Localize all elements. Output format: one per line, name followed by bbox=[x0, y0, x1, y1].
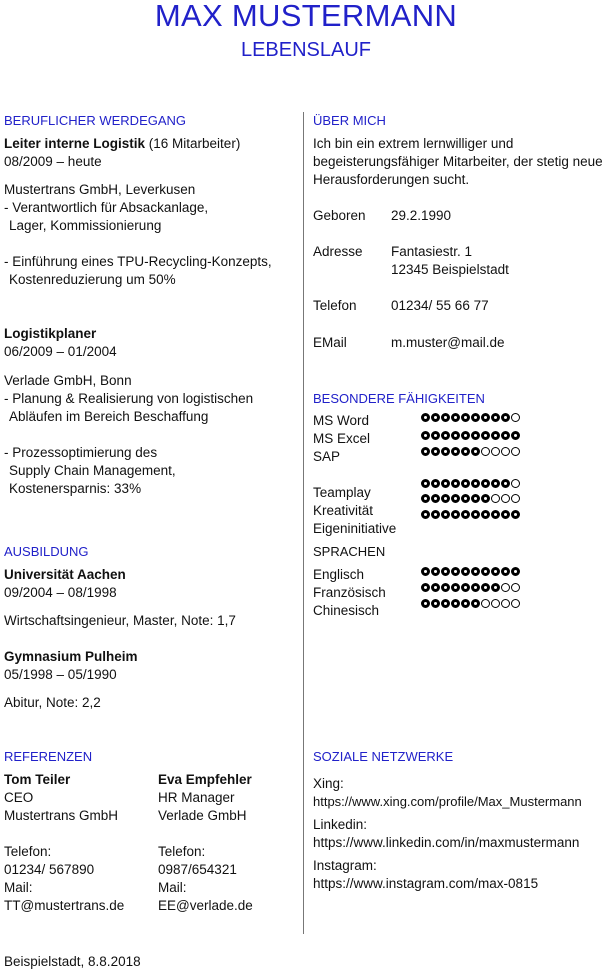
language-name: Chinesisch bbox=[313, 603, 380, 618]
language-name: Französisch bbox=[313, 585, 386, 600]
skills-section-title: BESONDERE FÄHIGKEITEN bbox=[313, 391, 485, 406]
school1-period: 09/2004 – 08/1998 bbox=[4, 585, 117, 600]
rating-dot-filled bbox=[491, 510, 500, 519]
rating-dot-filled bbox=[461, 447, 470, 456]
rating-dot-filled bbox=[481, 479, 490, 488]
rating-dot-filled bbox=[431, 567, 440, 576]
job2-duty-line: - Planung & Realisierung von logistischen bbox=[4, 391, 254, 406]
rating-dot-filled bbox=[501, 479, 510, 488]
rating-dot-filled bbox=[431, 510, 440, 519]
rating-dot-filled bbox=[471, 431, 480, 440]
job1-role-suffix: (16 Mitarbeiter) bbox=[145, 136, 241, 151]
rating-dot-filled bbox=[431, 599, 440, 608]
job1-duty-line: - Verantwortlich für Absackanlage, bbox=[4, 200, 209, 215]
rating-dot-filled bbox=[451, 599, 460, 608]
rating-dot-empty bbox=[491, 494, 500, 503]
rating-dot-filled bbox=[421, 599, 430, 608]
phone-label: Telefon bbox=[313, 298, 357, 313]
email-value: m.muster@mail.de bbox=[391, 335, 505, 350]
ref2-name: Eva Empfehler bbox=[158, 772, 252, 787]
rating-dot-filled bbox=[471, 510, 480, 519]
rating-dot-empty bbox=[511, 447, 520, 456]
rating-dot-filled bbox=[471, 413, 480, 422]
rating-dot-filled bbox=[451, 494, 460, 503]
skill-rating bbox=[421, 431, 520, 440]
instagram-label: Instagram: bbox=[313, 858, 377, 873]
phone-value: 01234/ 55 66 77 bbox=[391, 298, 489, 313]
references-section-title: REFERENZEN bbox=[4, 749, 93, 764]
about-section-title: ÜBER MICH bbox=[313, 113, 386, 128]
rating-dot-empty bbox=[501, 447, 510, 456]
rating-dot-filled bbox=[481, 431, 490, 440]
rating-dot-filled bbox=[441, 567, 450, 576]
job1-period: 08/2009 – heute bbox=[4, 154, 102, 169]
address-line2: 12345 Beispielstadt bbox=[391, 262, 509, 277]
rating-dot-empty bbox=[501, 599, 510, 608]
rating-dot-filled bbox=[431, 447, 440, 456]
rating-dot-filled bbox=[441, 510, 450, 519]
rating-dot-filled bbox=[471, 567, 480, 576]
rating-dot-filled bbox=[471, 447, 480, 456]
xing-link[interactable]: https://www.xing.com/profile/Max_Mustermann bbox=[313, 794, 582, 809]
school1-name: Universität Aachen bbox=[4, 567, 126, 582]
linkedin-label: Linkedin: bbox=[313, 817, 368, 832]
rating-dot-filled bbox=[441, 599, 450, 608]
rating-dot-filled bbox=[451, 447, 460, 456]
about-text-line: Ich bin ein extrem lernwilliger und bbox=[313, 136, 514, 151]
skill-name: SAP bbox=[313, 449, 341, 464]
rating-dot-filled bbox=[511, 567, 520, 576]
skill-name: Eigeninitiative bbox=[313, 521, 397, 536]
ref2-role: HR Manager bbox=[158, 790, 235, 805]
column-divider bbox=[303, 112, 304, 934]
ref1-company: Mustertrans GmbH bbox=[4, 808, 119, 823]
rating-dot-filled bbox=[421, 479, 430, 488]
skill-rating bbox=[421, 479, 520, 488]
rating-dot-empty bbox=[491, 447, 500, 456]
rating-dot-filled bbox=[451, 431, 460, 440]
rating-dot-filled bbox=[421, 510, 430, 519]
rating-dot-filled bbox=[491, 431, 500, 440]
rating-dot-filled bbox=[481, 567, 490, 576]
skill-rating bbox=[421, 494, 520, 503]
rating-dot-filled bbox=[461, 479, 470, 488]
rating-dot-filled bbox=[481, 510, 490, 519]
rating-dot-filled bbox=[461, 583, 470, 592]
rating-dot-filled bbox=[441, 494, 450, 503]
born-label: Geboren bbox=[313, 208, 366, 223]
ref1-role: CEO bbox=[4, 790, 34, 805]
school1-detail: Wirtschaftsingenieur, Master, Note: 1,7 bbox=[4, 613, 236, 628]
rating-dot-filled bbox=[431, 479, 440, 488]
rating-dot-filled bbox=[511, 431, 520, 440]
rating-dot-filled bbox=[471, 479, 480, 488]
education-section-title: AUSBILDUNG bbox=[4, 544, 89, 559]
xing-label: Xing: bbox=[313, 776, 344, 791]
ref1-mail-label: Mail: bbox=[4, 880, 33, 895]
skill-name: MS Excel bbox=[313, 431, 371, 446]
ref2-phone-label: Telefon: bbox=[158, 844, 206, 859]
rating-dot-filled bbox=[451, 583, 460, 592]
career-section-title: BERUFLICHER WERDEGANG bbox=[4, 113, 187, 128]
language-name: Englisch bbox=[313, 567, 365, 582]
rating-dot-filled bbox=[491, 413, 500, 422]
rating-dot-filled bbox=[451, 567, 460, 576]
rating-dot-filled bbox=[491, 479, 500, 488]
rating-dot-filled bbox=[481, 494, 490, 503]
rating-dot-filled bbox=[421, 567, 430, 576]
rating-dot-filled bbox=[451, 510, 460, 519]
rating-dot-filled bbox=[421, 431, 430, 440]
job2-duty-line: Kostenersparnis: 33% bbox=[9, 481, 142, 496]
page-subtitle: LEBENSLAUF bbox=[240, 39, 372, 61]
ref2-mail: EE@verlade.de bbox=[158, 898, 253, 913]
instagram-link[interactable]: https://www.instagram.com/max-0815 bbox=[313, 876, 539, 891]
linkedin-link[interactable]: https://www.linkedin.com/in/maxmustermann bbox=[313, 835, 580, 850]
job1-duty-line: - Einführung eines TPU-Recycling-Konzepts, bbox=[4, 254, 272, 269]
about-text-line: begeisterungsfähiger Mitarbeiter, der stetig neue bbox=[313, 154, 603, 169]
job2-period: 06/2009 – 01/2004 bbox=[4, 344, 117, 359]
rating-dot-filled bbox=[461, 599, 470, 608]
job1-company: Mustertrans GmbH, Leverkusen bbox=[4, 182, 196, 197]
skill-rating bbox=[421, 447, 520, 456]
language-rating bbox=[421, 567, 520, 576]
rating-dot-empty bbox=[491, 599, 500, 608]
ref1-mail: TT@mustertrans.de bbox=[4, 898, 125, 913]
job1-duty-line: Kostenreduzierung um 50% bbox=[9, 272, 176, 287]
languages-title: SPRACHEN bbox=[313, 544, 386, 559]
rating-dot-filled bbox=[481, 583, 490, 592]
rating-dot-filled bbox=[421, 447, 430, 456]
rating-dot-filled bbox=[441, 583, 450, 592]
ref2-phone: 0987/654321 bbox=[158, 862, 237, 877]
rating-dot-empty bbox=[511, 413, 520, 422]
rating-dot-empty bbox=[501, 583, 510, 592]
rating-dot-filled bbox=[441, 431, 450, 440]
job2-duty-line: Abläufen im Bereich Beschaffung bbox=[9, 409, 209, 424]
place-date: Beispielstadt, 8.8.2018 bbox=[4, 954, 141, 969]
rating-dot-filled bbox=[461, 510, 470, 519]
rating-dot-filled bbox=[431, 583, 440, 592]
rating-dot-filled bbox=[431, 494, 440, 503]
job1-role-line bbox=[4, 135, 240, 153]
rating-dot-filled bbox=[461, 431, 470, 440]
language-rating bbox=[421, 599, 520, 608]
social-section-title: SOZIALE NETZWERKE bbox=[313, 749, 454, 764]
school2-period: 05/1998 – 05/1990 bbox=[4, 667, 117, 682]
rating-dot-filled bbox=[431, 413, 440, 422]
job1-role: Leiter interne Logistik bbox=[4, 136, 146, 151]
rating-dot-empty bbox=[511, 583, 520, 592]
skill-rating bbox=[421, 413, 520, 422]
rating-dot-filled bbox=[421, 583, 430, 592]
rating-dot-filled bbox=[441, 413, 450, 422]
school2-detail: Abitur, Note: 2,2 bbox=[4, 695, 101, 710]
rating-dot-filled bbox=[471, 494, 480, 503]
ref1-phone: 01234/ 567890 bbox=[4, 862, 95, 877]
rating-dot-empty bbox=[481, 599, 490, 608]
rating-dot-filled bbox=[451, 479, 460, 488]
rating-dot-filled bbox=[421, 413, 430, 422]
skill-name: Kreativität bbox=[313, 503, 374, 518]
address-line1: Fantasiestr. 1 bbox=[391, 244, 473, 259]
rating-dot-filled bbox=[501, 413, 510, 422]
rating-dot-filled bbox=[501, 510, 510, 519]
rating-dot-empty bbox=[501, 494, 510, 503]
job2-role: Logistikplaner bbox=[4, 326, 97, 341]
about-text-line: Herausforderungen sucht. bbox=[313, 172, 470, 187]
language-rating bbox=[421, 583, 520, 592]
rating-dot-empty bbox=[511, 479, 520, 488]
rating-dot-empty bbox=[481, 447, 490, 456]
rating-dot-filled bbox=[491, 583, 500, 592]
skill-rating bbox=[421, 510, 520, 519]
rating-dot-filled bbox=[501, 431, 510, 440]
school2-name: Gymnasium Pulheim bbox=[4, 649, 138, 664]
ref2-company: Verlade GmbH bbox=[158, 808, 247, 823]
rating-dot-empty bbox=[511, 494, 520, 503]
rating-dot-filled bbox=[441, 479, 450, 488]
rating-dot-filled bbox=[431, 431, 440, 440]
rating-dot-filled bbox=[481, 413, 490, 422]
address-label: Adresse bbox=[313, 244, 363, 259]
rating-dot-empty bbox=[511, 599, 520, 608]
born-value: 29.2.1990 bbox=[391, 208, 452, 223]
rating-dot-filled bbox=[461, 494, 470, 503]
job2-duty-line: Supply Chain Management, bbox=[9, 463, 176, 478]
rating-dot-filled bbox=[491, 567, 500, 576]
rating-dot-filled bbox=[471, 599, 480, 608]
ref2-mail-label: Mail: bbox=[158, 880, 187, 895]
rating-dot-filled bbox=[421, 494, 430, 503]
rating-dot-filled bbox=[461, 567, 470, 576]
job2-duty-line: - Prozessoptimierung des bbox=[4, 445, 158, 460]
rating-dot-filled bbox=[451, 413, 460, 422]
rating-dot-filled bbox=[511, 510, 520, 519]
job2-company: Verlade GmbH, Bonn bbox=[4, 373, 132, 388]
job1-duty-line: Lager, Kommissionierung bbox=[9, 218, 162, 233]
rating-dot-filled bbox=[461, 413, 470, 422]
rating-dot-filled bbox=[441, 447, 450, 456]
ref1-phone-label: Telefon: bbox=[4, 844, 52, 859]
rating-dot-filled bbox=[501, 567, 510, 576]
skill-name: MS Word bbox=[313, 413, 370, 428]
email-label: EMail bbox=[313, 335, 347, 350]
skill-name: Teamplay bbox=[313, 485, 371, 500]
page-title: MAX MUSTERMANN bbox=[154, 0, 458, 33]
ref1-name: Tom Teiler bbox=[4, 772, 71, 787]
rating-dot-filled bbox=[471, 583, 480, 592]
